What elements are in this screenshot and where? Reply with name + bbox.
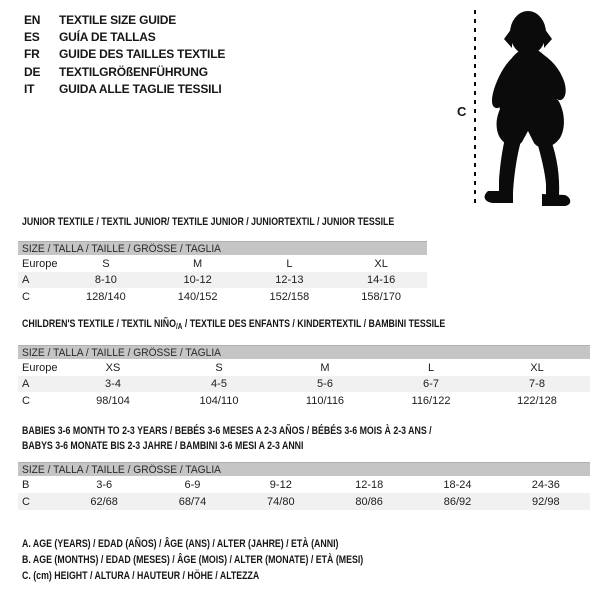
size-cell: 7-8 (529, 378, 545, 390)
size-cell: 18-24 (443, 478, 472, 491)
size-cell: 10-12 (183, 274, 212, 286)
size-table-children (18, 318, 590, 409)
language-label: GUIDE DES TAILLES TEXTILE (59, 47, 226, 62)
table-row-months (18, 476, 590, 493)
size-cell: S (215, 361, 223, 374)
title-prefix: CHILDREN'S TEXTILE / TEXTIL NIÑO (22, 318, 176, 330)
row-label: B (22, 478, 30, 491)
language-list (24, 12, 225, 98)
size-cell: XL (374, 257, 388, 270)
table-title-babies (18, 424, 590, 454)
table-title-text: JUNIOR TEXTILE / TEXTIL JUNIOR/ TEXTILE JUNIOR / JUNIORTEXTIL / JUNIOR TESSILE (22, 216, 395, 228)
size-cell: 14-16 (367, 274, 396, 286)
size-table-babies (18, 424, 590, 510)
footnote-c (22, 568, 449, 584)
size-cell: 3-4 (105, 378, 121, 390)
table-row-height (18, 392, 590, 409)
size-header-bar (18, 462, 590, 476)
size-cell: 8-10 (94, 274, 117, 286)
table-title-junior (18, 216, 427, 228)
size-cell: 98/104 (96, 394, 130, 407)
size-cell: 86/92 (443, 495, 472, 508)
size-cell: XS (105, 361, 121, 374)
language-row-de (24, 64, 225, 81)
size-cell: 24-36 (531, 478, 560, 491)
size-cell: 128/140 (85, 290, 126, 303)
language-code: DE (24, 64, 41, 79)
size-cell: 158/170 (361, 290, 401, 303)
footnote-text: C. (cm) HEIGHT / ALTURA / HAUTEUR / HÖHE / ALTEZZA (22, 570, 260, 582)
row-label: Europe (22, 257, 58, 270)
table-title-line1: BABIES 3-6 MONTH TO 2-3 YEARS / BEBÉS 3-6 MESES A 2-3 AÑOS / BÉBÉS 3-6 MOIS À 2-3 ANS / (22, 425, 432, 437)
table-row-europe (18, 359, 590, 376)
language-row-en (24, 12, 225, 29)
title-subscript: /A (175, 322, 183, 331)
language-code: ES (24, 30, 40, 45)
table-row-europe (18, 255, 427, 272)
size-cell: 12-18 (355, 478, 384, 491)
row-label: A (22, 274, 30, 286)
size-cell: XL (530, 361, 544, 374)
size-cell: 110/116 (305, 394, 345, 407)
row-label: C (22, 394, 30, 407)
size-cell: 80/86 (355, 495, 383, 508)
size-header-text: SIZE / TALLA / TAILLE / GRÖSSE / TAGLIA (22, 463, 222, 476)
row-label: C (22, 290, 30, 303)
size-cell: 152/158 (269, 290, 310, 303)
height-dashed-line (474, 10, 476, 207)
footnote-b (22, 552, 449, 568)
baby-silhouette-icon (481, 5, 579, 207)
size-cell: 5-6 (317, 378, 333, 390)
language-row-it (24, 81, 225, 98)
size-cell: L (427, 361, 435, 374)
size-cell: 4-5 (211, 378, 227, 390)
size-cell: 92/98 (532, 495, 560, 508)
size-header-text: SIZE / TALLA / TAILLE / GRÖSSE / TAGLIA (22, 346, 222, 359)
language-label: TEXTILE SIZE GUIDE (59, 13, 177, 27)
table-row-height (18, 493, 590, 510)
table-title-text (22, 318, 445, 333)
size-cell: 6-9 (184, 478, 201, 491)
size-table-junior (18, 216, 427, 305)
size-header-bar (18, 345, 590, 359)
footnote-a (22, 536, 449, 552)
size-cell: 62/68 (90, 495, 118, 508)
footnotes (22, 536, 449, 584)
size-header-text: SIZE / TALLA / TAILLE / GRÖSSE / TAGLIA (22, 242, 222, 255)
footnote-text: B. AGE (MONTHS) / EDAD (MESES) / ÂGE (MOIS) / ALTER (MONATE) / ETÀ (MESI) (22, 554, 364, 566)
table-title-line2: BABYS 3-6 MONATE BIS 2-3 JAHRE / BAMBINI 3-6 MESI A 2-3 ANNI (22, 440, 304, 452)
table-row-height (18, 288, 427, 305)
table-title-children (18, 318, 590, 330)
language-label: GUIDA ALLE TAGLIE TESSILI (59, 81, 222, 96)
table-row-age (18, 272, 427, 288)
row-label: C (22, 495, 30, 508)
size-cell: 9-12 (269, 478, 292, 491)
language-code: FR (24, 47, 40, 62)
row-label: A (22, 378, 30, 390)
table-row-age (18, 376, 590, 392)
footnote-text: A. AGE (YEARS) / EDAD (AÑOS) / ÂGE (ANS) / ALTER (JAHRE) / ETÀ (ANNI) (22, 538, 339, 550)
language-row-fr (24, 46, 225, 63)
size-cell: 74/80 (267, 495, 295, 508)
row-label: Europe (22, 361, 58, 374)
size-cell: 6-7 (423, 378, 439, 390)
size-cell: L (286, 257, 293, 270)
language-code: IT (24, 81, 35, 96)
size-cell: S (102, 257, 110, 270)
size-cell: 116/122 (411, 394, 451, 407)
title-suffix: / TEXTILE DES ENFANTS / KINDERTEXTIL / BAMBINI TESSILE (182, 318, 446, 330)
language-label: GUÍA DE TALLAS (59, 30, 156, 45)
size-cell: 68/74 (178, 495, 207, 508)
size-header-bar (18, 241, 427, 255)
size-cell: 104/110 (199, 394, 239, 407)
size-cell: 3-6 (96, 478, 113, 491)
language-row-es (24, 29, 225, 46)
size-cell: 122/128 (517, 394, 557, 407)
language-code: EN (24, 13, 41, 27)
size-cell: 12-13 (275, 274, 304, 286)
language-label: TEXTILGRÖßENFÜHRUNG (59, 64, 208, 79)
size-cell: 140/152 (177, 290, 218, 303)
size-cell: M (193, 257, 203, 270)
height-marker-label: C (457, 104, 467, 119)
size-cell: M (320, 361, 330, 374)
